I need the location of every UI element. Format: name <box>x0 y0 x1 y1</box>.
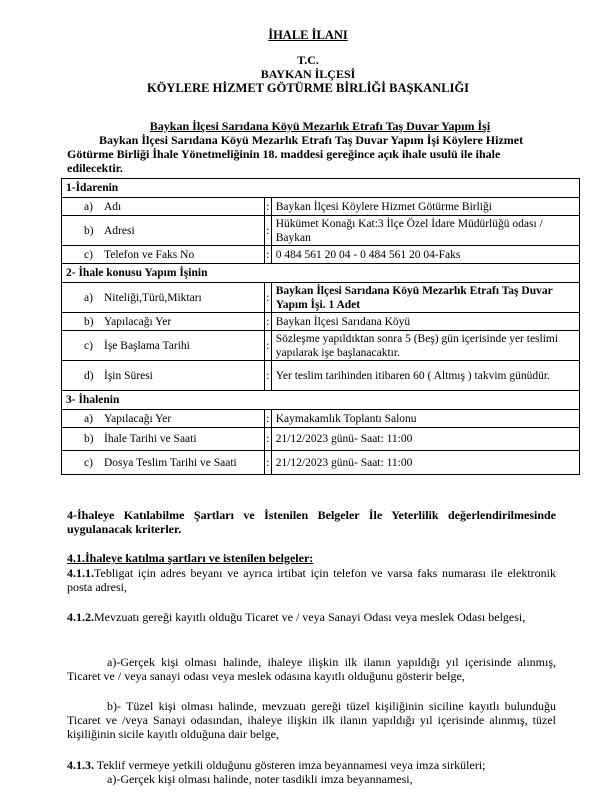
row-label: Yapılacağı Yer <box>104 412 172 425</box>
table-row: b) Adresi : Hükümet Konağı Kat:3 İlçe Özel İdare Müdürlüğü odası / Baykan <box>62 216 580 246</box>
row-label: Adresi <box>104 224 135 237</box>
row-label: Dosya Teslim Tarihi ve Saati <box>104 456 237 469</box>
section4-heading: 4-İhaleye Katılabilme Şartları ve İstenilen Belgeler İle Yeterlilik değerlendirilmesinde uygulanacak kriterler. <box>67 508 556 536</box>
table-row: a) Niteliği,Türü,Miktarı : Baykan İlçesi Sarıdana Köyü Mezarlık Etrafı Taş Duvar Yapım İşi. 1 Adet <box>62 283 580 313</box>
paragraph-4-1-2: 4.1.2.Mevzuatı gereği kayıtlı olduğu Ticaret ve / veya Sanayi Odası veya meslek Odası belgesi, <box>67 610 526 624</box>
table-row: c) Dosya Teslim Tarihi ve Saati : 21/12/2023 günü- Saat: 11:00 <box>62 451 580 475</box>
table-row: c) İşe Başlama Tarihi : Sözleşme yapıldıktan sonra 5 (Beş) gün içerisinde yer teslimi yapılarak işe başlanacaktır. <box>62 331 580 361</box>
paragraph-4-1-1: 4.1.1.Tebligat için adres beyanı ve ayrıca irtibat için telefon ve varsa faks numarası ile elektronik posta adresi, <box>67 566 556 594</box>
table-row: b) İhale Tarihi ve Saati : 21/12/2023 günü- Saat: 11:00 <box>62 428 580 451</box>
row-value: Kaymakamlık Toplantı Salonu <box>271 410 579 428</box>
row-value: 21/12/2023 günü- Saat: 11:00 <box>271 451 579 475</box>
paragraph-4-1-3-a: a)-Gerçek kişi olması halinde, noter tasdikli imza beyannamesi, <box>107 772 413 786</box>
row-value: Baykan İlçesi Sarıdana Köyü <box>271 313 579 331</box>
table-row: a) Yapılacağı Yer : Kaymakamlık Toplantı Salonu <box>62 410 580 428</box>
paragraph-4-1-2-a: a)-Gerçek kişi olması halinde, ihaleye ilişkin ilk ilanın yapıldığı yıl içerisinde alınmış, Ticaret ve / veya sanayi odası veya meslek odasına kayıtlı olduğunu gösterir belge, <box>67 655 556 683</box>
section-work-subject: 2- İhale konusu Yapım İşinin <box>62 264 580 283</box>
section-administration: 1-İdarenin <box>62 179 580 198</box>
row-label: Adı <box>104 200 122 213</box>
tender-info-table <box>61 178 580 475</box>
document-title: İHALE İLANI <box>268 28 348 42</box>
row-label: İşin Süresi <box>104 369 153 382</box>
paragraph-4-1-3: 4.1.3. Teklif vermeye yetkili olduğunu gösteren imza beyannamesi veya imza sirküleri; <box>67 758 486 772</box>
row-value: Baykan İlçesi Sarıdana Köyü Mezarlık Etrafı Taş Duvar Yapım İşi. 1 Adet <box>271 283 579 313</box>
tender-subject: Baykan İlçesi Sarıdana Köyü Mezarlık Etrafı Taş Duvar Yapım İşi <box>149 119 491 133</box>
header-institution: KÖYLERE HİZMET GÖTÜRME BİRLİĞİ BAŞKANLIĞI <box>146 81 470 95</box>
row-value: Baykan İlçesi Köylere Hizmet Götürme Birliği <box>271 198 579 216</box>
row-label: Telefon ve Faks No <box>104 248 195 261</box>
header-district: BAYKAN İLÇESİ <box>260 67 356 81</box>
row-value: Hükümet Konağı Kat:3 İlçe Özel İdare Müdürlüğü odası / Baykan <box>271 216 579 246</box>
row-value: Sözleşme yapıldıktan sonra 5 (Beş) gün içerisinde yer teslimi yapılarak işe başlanacaktır. <box>271 331 579 361</box>
row-label: Yapılacağı Yer <box>104 315 172 328</box>
row-label: İşe Başlama Tarihi <box>104 339 190 352</box>
table-row: b) Yapılacağı Yer : Baykan İlçesi Sarıdana Köyü <box>62 313 580 331</box>
header-tc: T.C. <box>297 53 319 67</box>
row-value: 0 484 561 20 04 - 0 484 561 20 04-Faks <box>271 246 579 264</box>
row-value: Yer teslim tarihinden itibaren 60 ( Altmış ) takvim günüdür. <box>271 361 579 391</box>
row-label: Niteliği,Türü,Miktarı <box>104 291 202 304</box>
section41-heading: 4.1.İhaleye katılma şartları ve istenilen belgeler: <box>67 551 314 565</box>
row-value: 21/12/2023 günü- Saat: 11:00 <box>271 428 579 451</box>
table-row: a) Adı : Baykan İlçesi Köylere Hizmet Götürme Birliği <box>62 198 580 216</box>
section-tender: 3- İhalenin <box>62 391 580 410</box>
row-label: İhale Tarihi ve Saati <box>104 433 197 445</box>
paragraph-4-1-2-b: b)- Tüzel kişi olması halinde, mevzuatı gereği tüzel kişiliğinin siciline kayıtlı bulunduğu Ticaret ve /veya Sanayi odasından, ihaleye ilişkin ilk ilanın yapıldığı yıl içerisinde alınmış, tüzel kişiliğinin sicile kayıtlı olduğuna dair belge, <box>67 699 556 741</box>
table-row: d) İşin Süresi : Yer teslim tarihinden itibaren 60 ( Altmış ) takvim günüdür. <box>62 361 580 391</box>
intro-paragraph: Baykan İlçesi Sarıdana Köyü Mezarlık Etrafı Taş Duvar Yapım İşi Köylere Hizmet Götürme Birliği İhale Yönetmeliğinin 18. maddesi gereğince açık ihale usulü ile ihale edilecektir. <box>67 133 524 175</box>
table-row: c) Telefon ve Faks No : 0 484 561 20 04 - 0 484 561 20 04-Faks <box>62 246 580 264</box>
